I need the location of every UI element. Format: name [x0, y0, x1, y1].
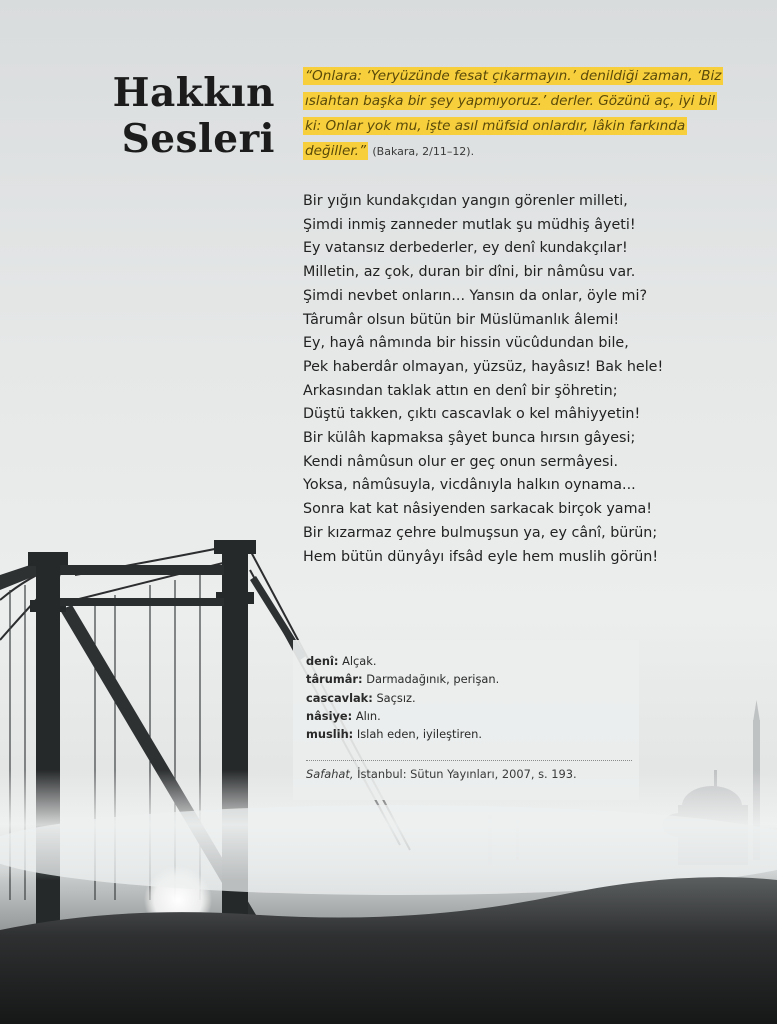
poem-line: Ey, hayâ nâmında bir hissin vücûdundan bile, — [303, 335, 629, 352]
glossary-item — [306, 689, 636, 707]
glossary-term: denî: — [306, 654, 339, 668]
poem-line: Bir yığın kundakçıdan yangın görenler milleti, — [303, 193, 628, 209]
poem-line: Yoksa, nâmûsuyla, vicdânıyla halkın oynama... — [303, 477, 636, 494]
quote-text: “Onlara: ‘Yeryüzünde fesat çıkarmayın.’ denildiği zaman, ‘Biz ıslahtan başka bir şey yapmıyoruz.’ derler. Gözünü aç, iyi bil ki: Onlar yok mu, işte asıl müfsid onlardır, lâkin farkında değiller.” — [305, 68, 722, 159]
source-divider — [306, 760, 632, 761]
poem-line: Şimdi inmiş zanneder mutlak şu müdhiş âyeti! — [303, 216, 636, 233]
glossary — [306, 652, 636, 743]
poem-line: Pek haberdâr olmayan, yüzsüz, hayâsız! Bak hele! — [303, 358, 664, 375]
glossary-definition: Alçak. — [342, 654, 377, 668]
source-work: Safahat, — [306, 767, 354, 781]
glossary-item — [306, 725, 636, 743]
glossary-definition: Islah eden, iyileştiren. — [356, 727, 482, 742]
poem-line: Düştü takken, çıktı cascavlak o kel mâhiyyetin! — [303, 406, 641, 423]
glossary-definition: Alın. — [355, 708, 381, 723]
glossary-item — [306, 652, 636, 670]
poem-line: Târumâr olsun bütün bir Müslümanlık âlemi! — [303, 311, 620, 328]
poem-line: Ey vatansız derbederler, ey denî kundakçılar! — [303, 240, 628, 257]
glossary-item — [306, 670, 636, 688]
title-line-1: Hakkın — [112, 70, 275, 116]
poem-line: Sonra kat kat nâsiyenden sarkacak birçok yama! — [303, 501, 652, 518]
poem-line: Hem bütün dünyâyı ifsâd eyle hem muslih görün! — [303, 548, 659, 565]
glossary-term: cascavlak: — [306, 690, 373, 705]
poem-line: Bir kızarmaz çehre bulmuşsun ya, ey cânî, bürün; — [303, 524, 658, 541]
quran-quote — [303, 64, 723, 164]
poem-line: Şimdi nevbet onların... Yansın da onlar, öyle mi? — [303, 287, 648, 304]
poem — [303, 190, 743, 569]
quote-reference: (Bakara, 2/11–12). — [372, 145, 475, 158]
poem-line: Milletin, az çok, duran bir dîni, bir nâmûsu var. — [303, 264, 636, 281]
poem-line: Bir külâh kapmaksa şâyet bunca hırsın gâyesi; — [303, 430, 636, 447]
glossary-definition: Darmadağınık, perişan. — [366, 672, 500, 687]
glossary-term: târumâr: — [306, 672, 363, 687]
glossary-item — [306, 707, 636, 725]
glossary-definition: Saçsız. — [376, 690, 416, 705]
dark-shoreline — [0, 877, 777, 1024]
title-line-2: Sesleri — [121, 116, 275, 162]
page-title — [100, 70, 275, 162]
source-citation — [306, 766, 636, 782]
poem-line: Arkasından taklak attın en denî bir şöhretin; — [303, 382, 618, 399]
source-details: İstanbul: Sütun Yayınları, 2007, s. 193. — [357, 767, 577, 781]
poem-line: Kendi nâmûsun olur er geç onun sermâyesi. — [303, 453, 618, 470]
glossary-term: muslih: — [306, 727, 354, 742]
glossary-term: nâsiye: — [306, 708, 353, 723]
